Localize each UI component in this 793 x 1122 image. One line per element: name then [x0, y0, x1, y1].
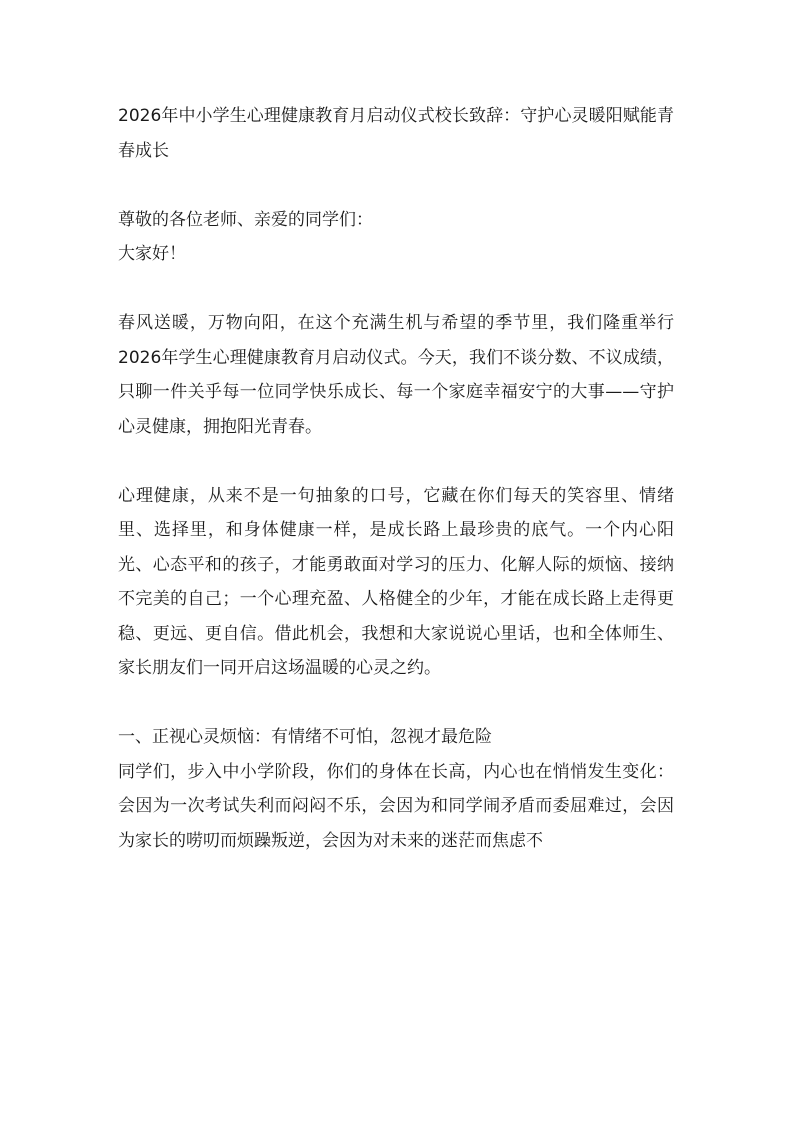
- spacer: [118, 272, 674, 307]
- salutation: 尊敬的各位老师、亲爱的同学们：: [118, 209, 373, 230]
- section-1-text: 同学们，步入中小学阶段，你们的身体在长高，内心也在悄悄发生变化：会因为一次考试失利而闷闷不乐，会因为和同学闹矛盾而委屈难过，会因为家长的唠叨而烦躁叛逆，会因为对未来的迷茫而焦虑不: [118, 761, 674, 851]
- spacer: [118, 444, 674, 479]
- paragraph-2: 心理健康，从来不是一句抽象的口号，它藏在你们每天的笑容里、情绪里、选择里，和身体健康一样，是成长路上最珍贵的底气。一个内心阳光、心态平和的孩子，才能勇敢面对学习的压力、化解人际的烦恼、接纳不完美的自己；一个心理充盈、人格健全的少年，才能在成长路上走得更稳、更远、更自信。借此机会，我想和大家说说心里话，也和全体师生、家长朋友们一同开启这场温暖的心灵之约。: [118, 485, 674, 678]
- document-body: [118, 99, 674, 858]
- paragraph-1: 春风送暖，万物向阳，在这个充满生机与希望的季节里，我们隆重举行2026年学生心理健康教育月启动仪式。今天，我们不谈分数、不议成绩，只聊一件关乎每一位同学快乐成长、每一个家庭幸福安宁的大事——守护心灵健康，拥抱阳光青春。: [118, 313, 674, 437]
- document-title: 2026年中小学生心理健康教育月启动仪式校长致辞：守护心灵暖阳赋能青春成长: [118, 106, 674, 161]
- spacer: [118, 168, 674, 203]
- spacer: [118, 686, 674, 721]
- greeting: 大家好！: [118, 244, 186, 264]
- section-1-heading: 一、正视心灵烦恼：有情绪不可怕，忽视才最危险: [118, 727, 492, 747]
